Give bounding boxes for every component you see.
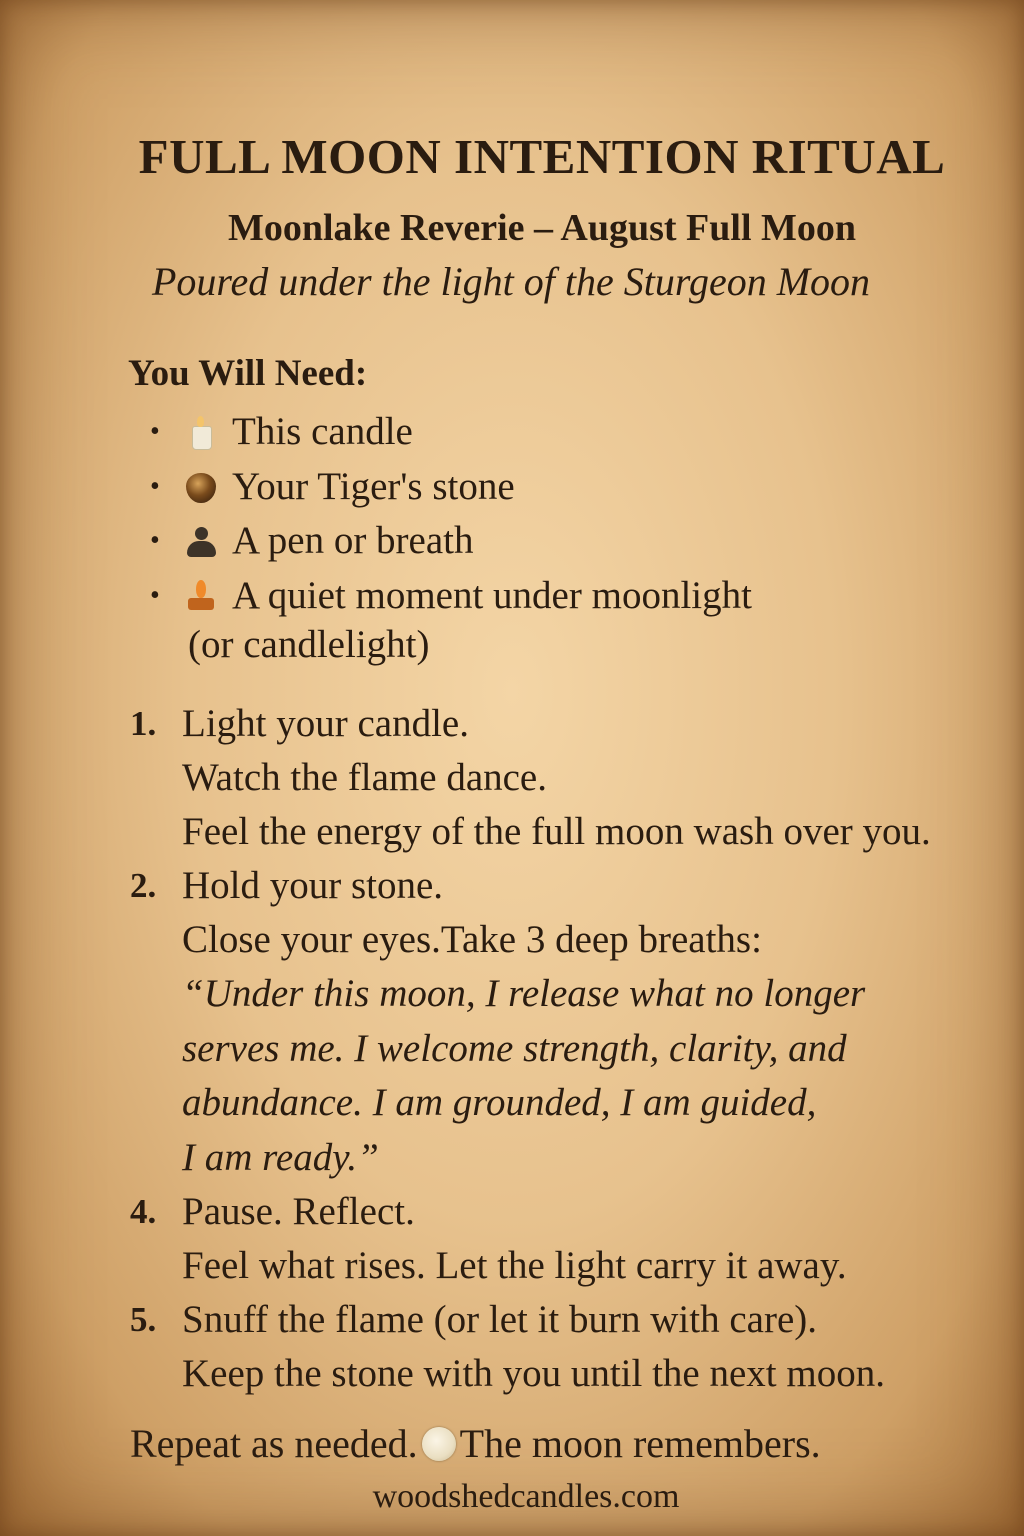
step-4 [0, 1185, 931, 1293]
step-number: 5. [130, 1300, 157, 1339]
ritual-steps [0, 697, 931, 1401]
step-number: 2. [130, 866, 157, 905]
supply-label: A pen or breath [232, 519, 474, 562]
website-url: woodshedcandles.com [372, 1478, 680, 1515]
tagline: Poured under the light of the Sturgeon Moon [152, 259, 871, 304]
step-line: Snuff the flame (or let it burn with care). [182, 1298, 817, 1341]
person-silhouette-icon [184, 523, 218, 559]
step-1 [0, 697, 931, 859]
candle-icon [184, 414, 218, 450]
closing-line [130, 1420, 821, 1467]
supply-label: A quiet moment under moonlight [232, 573, 752, 617]
closing-text-before: Repeat as needed. [130, 1421, 418, 1466]
supply-label: This candle [232, 410, 413, 453]
supply-label: Your Tiger's stone [232, 464, 515, 508]
step-line: Close your eyes.Take 3 deep breaths: [182, 918, 762, 961]
supply-item-candle [150, 405, 752, 460]
supplies-list [150, 405, 752, 623]
you-will-need-heading: You Will Need: [128, 353, 368, 394]
bullet: • [150, 579, 160, 611]
closing-text-after: The moon remembers. [459, 1421, 821, 1466]
affirmation-line: serves me. I welcome strength, clarity, and [182, 1026, 847, 1070]
step-line: Pause. Reflect. [182, 1190, 415, 1233]
step-5 [0, 1293, 931, 1401]
step-2 [0, 859, 931, 1185]
supply-item-quiet-moment [150, 569, 752, 624]
affirmation-line: I am ready.” [182, 1135, 379, 1179]
step-number: 1. [130, 704, 157, 743]
bullet: • [150, 470, 160, 502]
step-line: Feel what rises. Let the light carry it away. [182, 1244, 847, 1287]
tigers-eye-stone-icon [184, 469, 218, 505]
full-moon-icon [422, 1427, 456, 1461]
supply-item-pen [150, 514, 752, 569]
step-line: Feel the energy of the full moon wash over you. [182, 810, 931, 853]
subtitle: Moonlake Reverie – August Full Moon [227, 207, 857, 249]
page-title: FULL MOON INTENTION RITUAL [138, 129, 946, 184]
step-line: Hold your stone. [182, 864, 444, 907]
supply-continuation: (or candlelight) [188, 623, 430, 666]
affirmation-line: “Under this moon, I release what no longer [182, 972, 866, 1015]
step-line: Watch the flame dance. [182, 756, 547, 799]
bullet: • [150, 416, 160, 447]
step-line: Light your candle. [182, 702, 469, 745]
step-number: 4. [130, 1192, 157, 1231]
affirmation-line: abundance. I am grounded, I am guided, [182, 1081, 817, 1124]
supply-item-stone [150, 460, 752, 515]
flame-icon [184, 578, 218, 614]
step-line: Keep the stone with you until the next moon. [182, 1352, 885, 1395]
bullet: • [150, 525, 160, 556]
